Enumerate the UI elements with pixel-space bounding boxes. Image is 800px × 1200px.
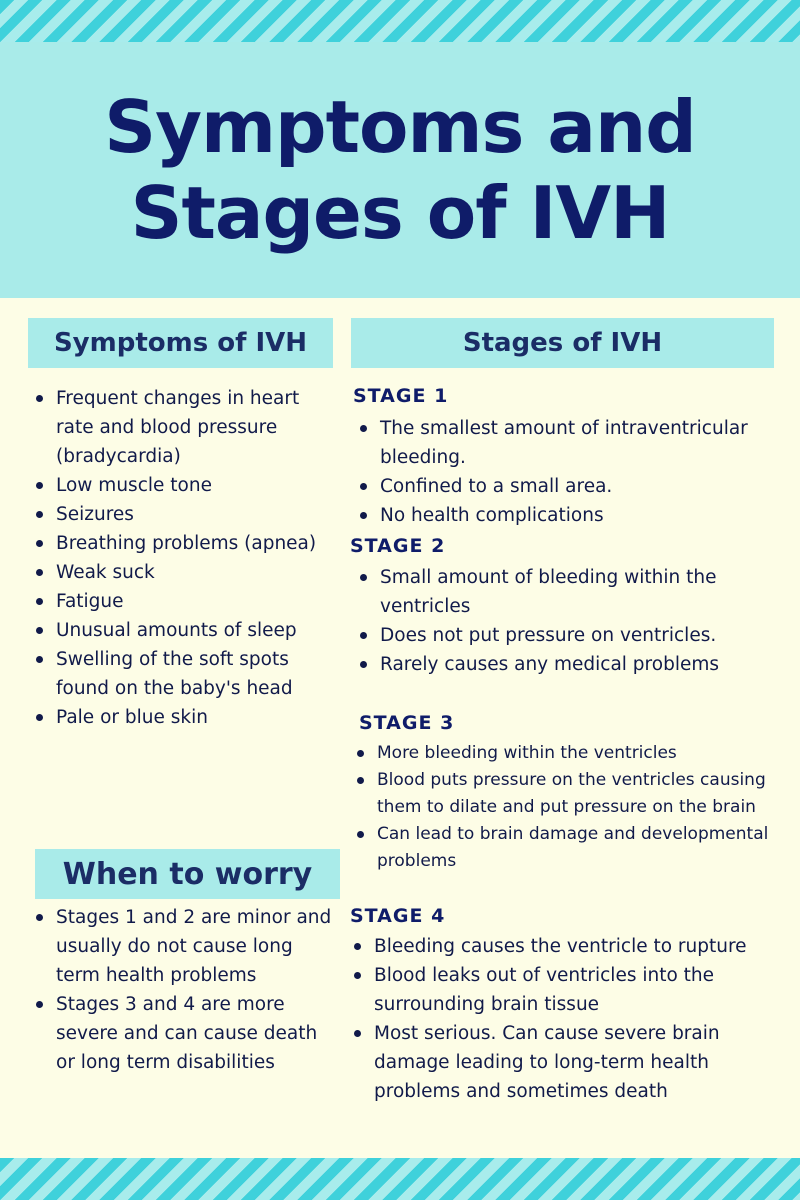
- list-item: Breathing problems (apnea): [34, 529, 324, 558]
- list-item: No health complications: [358, 501, 788, 530]
- stage-1-label: STAGE 1: [353, 385, 449, 407]
- list-item: Can lead to brain damage and developmental problems: [355, 821, 795, 875]
- title-line-2: Stages of IVH: [130, 171, 670, 255]
- list-item: Blood leaks out of ventricles into the surrounding brain tissue: [352, 961, 792, 1019]
- list-item: Confined to a small area.: [358, 472, 788, 501]
- list-item: Unusual amounts of sleep: [34, 616, 324, 645]
- list-item: Blood puts pressure on the ventricles causing them to dilate and put pressure on the brain: [355, 767, 795, 821]
- symptoms-heading: Symptoms of IVH: [28, 318, 333, 368]
- stage-3-list: [355, 740, 795, 875]
- stages-heading: Stages of IVH: [351, 318, 774, 368]
- stage-3-label: STAGE 3: [359, 712, 455, 734]
- list-item: The smallest amount of intraventricular bleeding.: [358, 414, 788, 472]
- stage-2-list: [358, 563, 798, 679]
- list-item: Seizures: [34, 500, 324, 529]
- list-item: Rarely causes any medical problems: [358, 650, 798, 679]
- list-item: Stages 3 and 4 are more severe and can cause death or long term disabilities: [34, 990, 339, 1077]
- stage-4-list: [352, 932, 792, 1106]
- list-item: More bleeding within the ventricles: [355, 740, 795, 767]
- list-item: Stages 1 and 2 are minor and usually do not cause long term health problems: [34, 903, 339, 990]
- when-to-worry-list: [34, 903, 339, 1077]
- when-to-worry-heading: When to worry: [35, 849, 340, 899]
- list-item: Frequent changes in heart rate and blood pressure (bradycardia): [34, 384, 324, 471]
- list-item: Weak suck: [34, 558, 324, 587]
- list-item: Fatigue: [34, 587, 324, 616]
- symptoms-list: [34, 384, 324, 732]
- page-title: [104, 84, 696, 256]
- top-stripe-border: [0, 0, 800, 42]
- list-item: Does not put pressure on ventricles.: [358, 621, 798, 650]
- title-line-1: Symptoms and: [104, 85, 696, 169]
- title-banner: [0, 42, 800, 298]
- list-item: Low muscle tone: [34, 471, 324, 500]
- list-item: Pale or blue skin: [34, 703, 324, 732]
- list-item: Bleeding causes the ventricle to rupture: [352, 932, 792, 961]
- stage-1-list: [358, 414, 788, 530]
- stage-2-label: STAGE 2: [350, 535, 446, 557]
- list-item: Small amount of bleeding within the ventricles: [358, 563, 798, 621]
- list-item: Most serious. Can cause severe brain damage leading to long-term health problems and sometimes death: [352, 1019, 792, 1106]
- bottom-stripe-border: [0, 1158, 800, 1200]
- list-item: Swelling of the soft spots found on the baby's head: [34, 645, 324, 703]
- stage-4-label: STAGE 4: [350, 905, 446, 927]
